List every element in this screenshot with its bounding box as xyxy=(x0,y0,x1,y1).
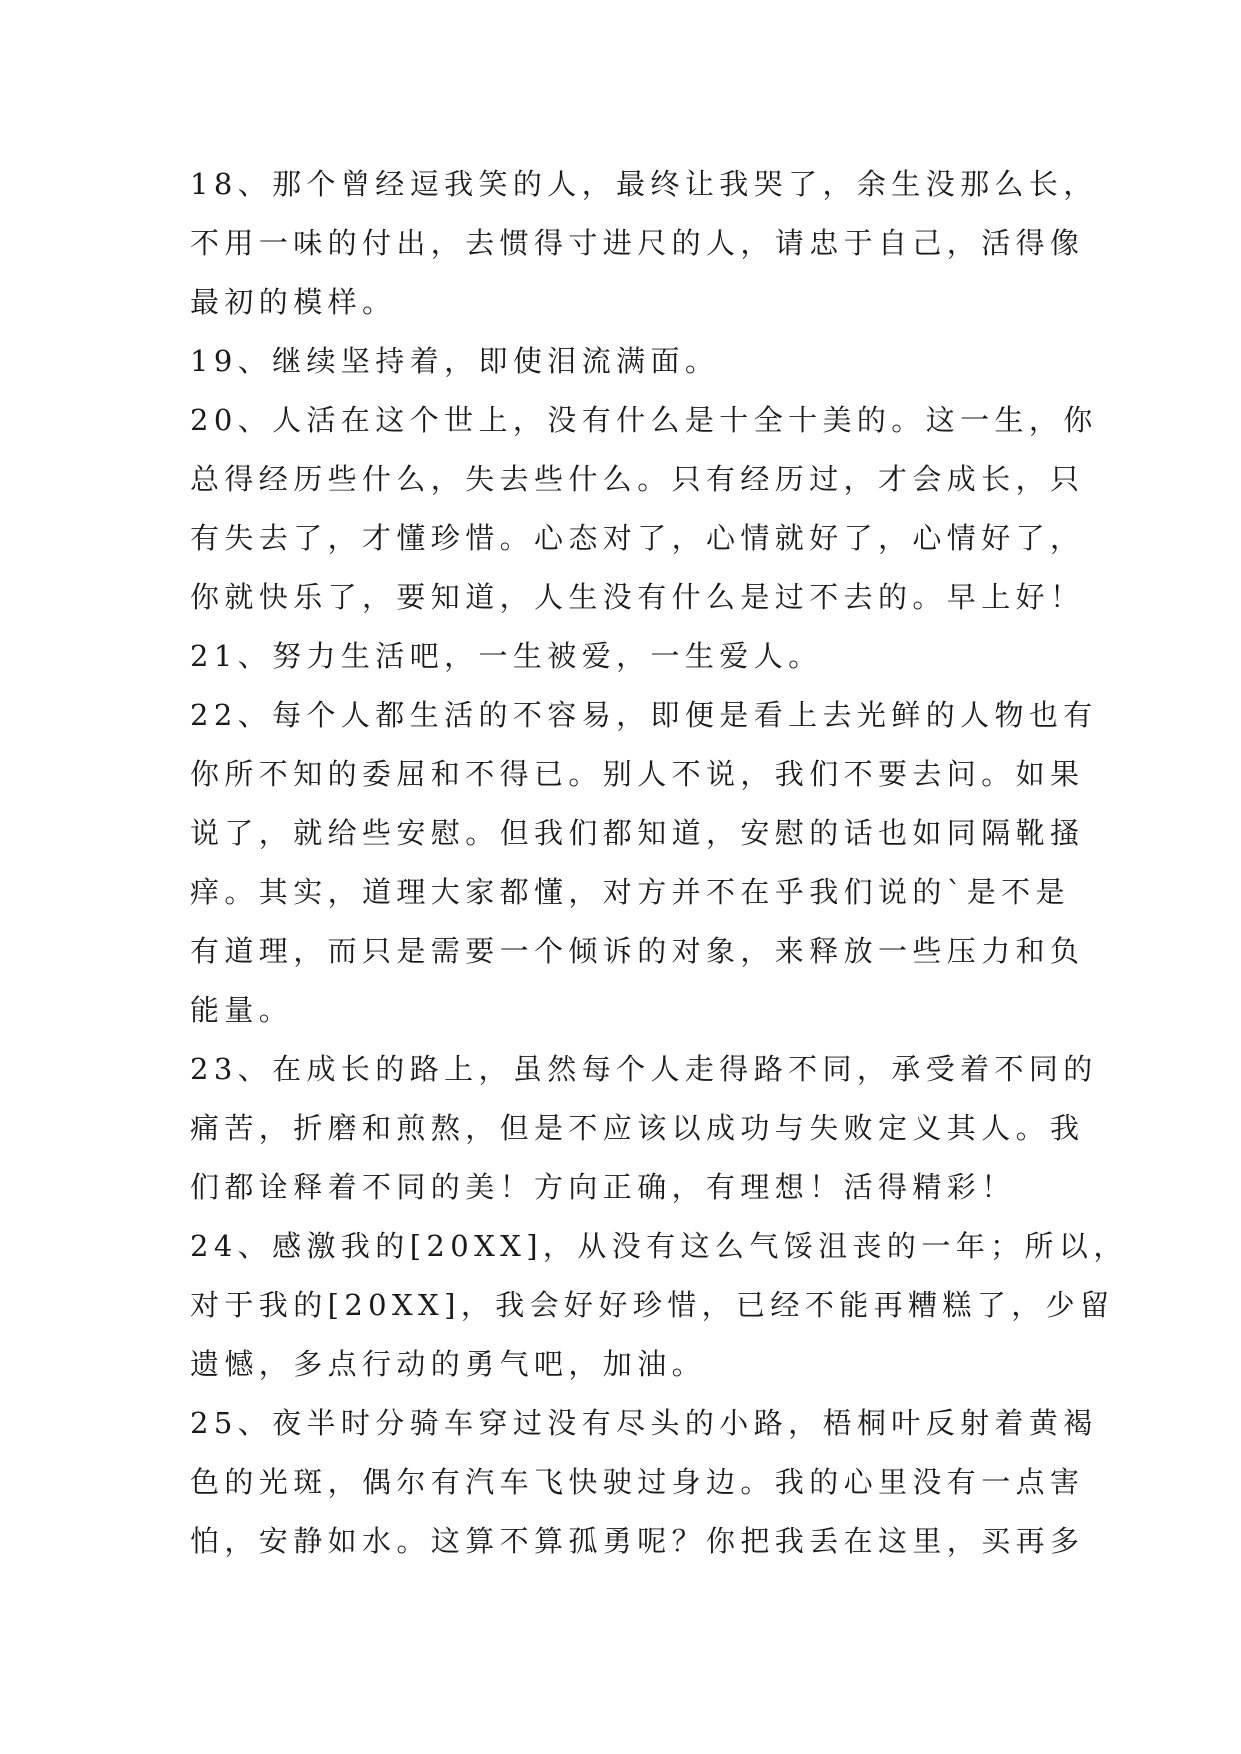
text-line: 遗憾，多点行动的勇气吧，加油。 xyxy=(190,1347,707,1381)
text-line: 总得经历些什么，失去些什么。只有经历过，才会成长，只 xyxy=(190,462,1085,496)
text-line: 最初的模样。 xyxy=(190,285,397,319)
text-line: 20、人活在这个世上，没有什么是十全十美的。这一生，你 xyxy=(190,403,1098,437)
text-line: 对于我的[20XX]，我会好好珍惜，已经不能再糟糕了，少留 xyxy=(190,1288,1115,1322)
text-line: 19、继续坚持着，即使泪流满面。 xyxy=(190,344,720,378)
text-line: 说了，就给些安慰。但我们都知道，安慰的话也如同隔靴搔 xyxy=(190,816,1085,850)
text-line: 24、感激我的[20XX]，从没有这么气馁沮丧的一年；所以， xyxy=(190,1229,1128,1263)
document-body xyxy=(190,155,1128,1571)
text-line: 18、那个曾经逗我笑的人，最终让我哭了，余生没那么长， xyxy=(190,167,1098,201)
text-line: 能量。 xyxy=(190,993,294,1027)
text-line: 你所不知的委屈和不得已。别人不说，我们不要去问。如果 xyxy=(190,757,1085,791)
text-line: 怕，安静如水。这算不算孤勇呢？你把我丢在这里，买再多 xyxy=(190,1524,1085,1558)
text-line: 有失去了，才懂珍惜。心态对了，心情就好了，心情好了， xyxy=(190,521,1085,555)
text-line: 痒。其实，道理大家都懂，对方并不在乎我们说的`是不是 xyxy=(190,875,1070,909)
text-line: 25、夜半时分骑车穿过没有尽头的小路，梧桐叶反射着黄褐 xyxy=(190,1406,1098,1440)
text-line: 们都诠释着不同的美！方向正确，有理想！活得精彩！ xyxy=(190,1170,1016,1204)
text-line: 22、每个人都生活的不容易，即便是看上去光鲜的人物也有 xyxy=(190,698,1098,732)
text-line: 痛苦，折磨和煎熬，但是不应该以成功与失败定义其人。我 xyxy=(190,1111,1085,1145)
text-line: 有道理，而只是需要一个倾诉的对象，来释放一些压力和负 xyxy=(190,934,1085,968)
text-line: 21、努力生活吧，一生被爱，一生爱人。 xyxy=(190,639,823,673)
text-line: 不用一味的付出，去惯得寸进尺的人，请忠于自己，活得像 xyxy=(190,226,1085,260)
text-line: 色的光斑，偶尔有汽车飞快驶过身边。我的心里没有一点害 xyxy=(190,1465,1085,1499)
text-line: 你就快乐了，要知道，人生没有什么是过不去的。早上好！ xyxy=(190,580,1085,614)
text-line: 23、在成长的路上，虽然每个人走得路不同，承受着不同的 xyxy=(190,1052,1098,1086)
